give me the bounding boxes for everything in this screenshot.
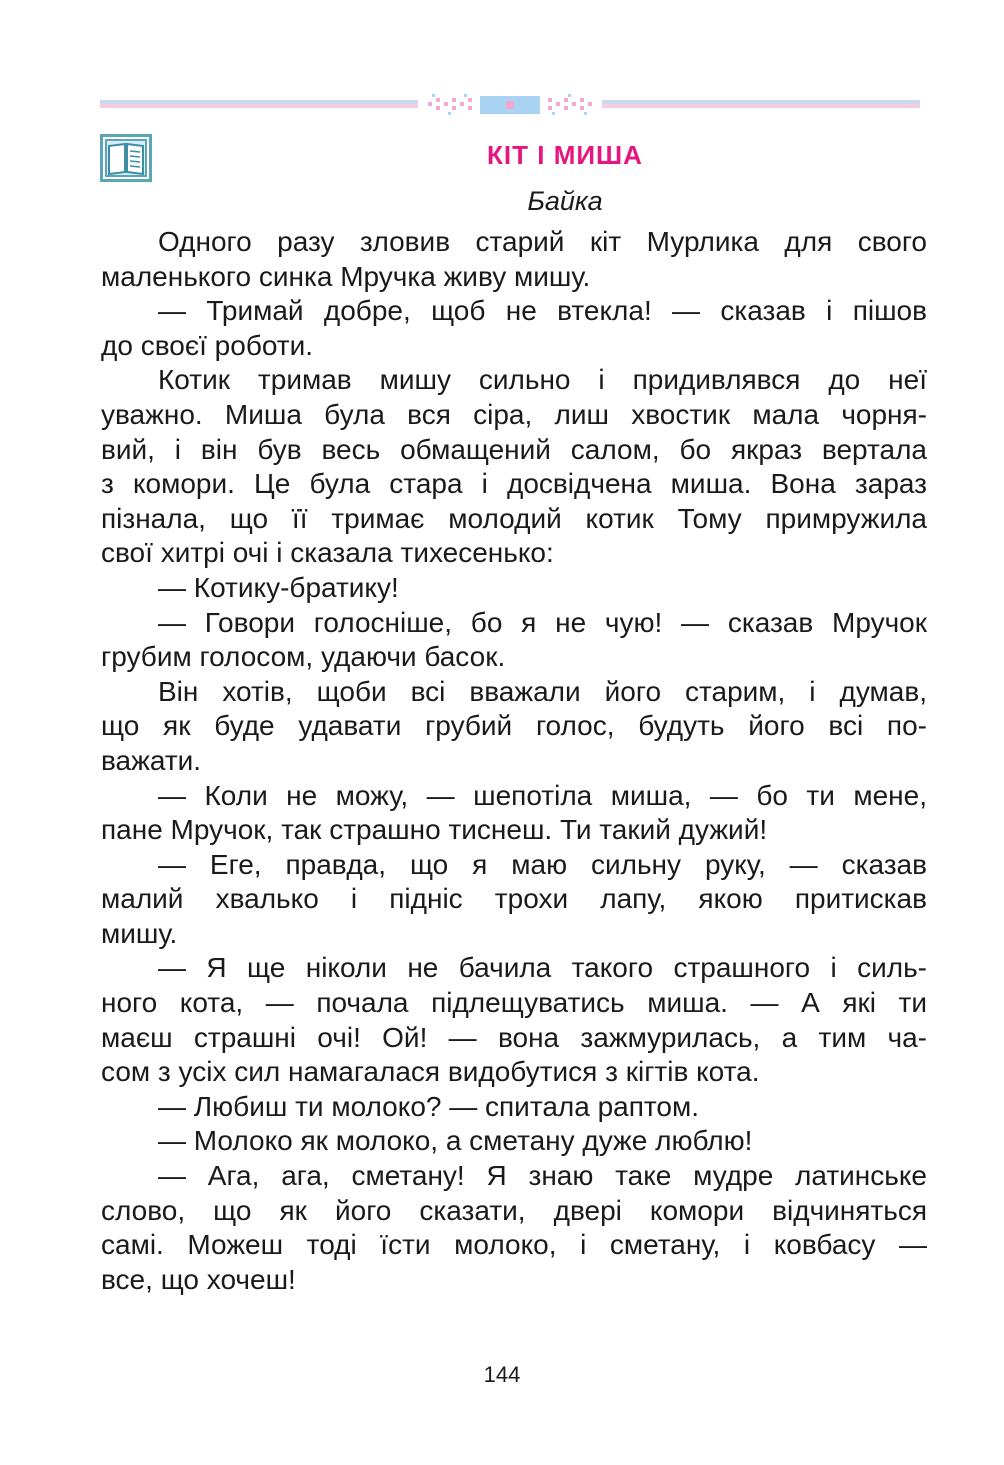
decorative-header-band [100, 92, 920, 118]
page-number: 144 [483, 1362, 521, 1387]
text-line: уважно. Миша була вся сіра, лиш хвостик мала чорня- [101, 398, 927, 430]
text-line: — Молоко як молоко, а сметану дуже люблю! [158, 1125, 753, 1157]
text-line: з комори. Це була стара і досвідчена миша. Вона зараз [101, 468, 927, 500]
text-line: слово, що як його сказати, двері комори відчиняться [101, 1194, 927, 1226]
text-line: пане Мручок, так страшно тиснеш. Ти такий дужий! [101, 814, 768, 846]
text-line: малий хвалько і підніс трохи лапу, якою притискав [101, 883, 927, 915]
story-genre-subtitle: Байка [527, 186, 603, 216]
text-line: сом з усіх сил намагалася видобутися з кігтів кота. [101, 1056, 760, 1088]
text-line: — Я ще ніколи не бачила такого страшного і силь- [158, 952, 927, 984]
text-line: Котик тримав мишу сильно і придивлявся до неї [158, 364, 927, 396]
text-line: маєш страшні очі! Ой! — вона зажмурилась, а тим ча- [101, 1021, 927, 1053]
text-line: свої хитрі очі і сказала тихесенько: [101, 537, 554, 569]
text-line: — Ага, ага, сметану! Я знаю таке мудре латинське [158, 1160, 927, 1192]
open-book-icon [100, 134, 152, 182]
text-line: — Котику-братику! [158, 571, 399, 603]
text-line: грубим голосом, удаючи басок. [101, 641, 506, 673]
text-line: важати. [101, 744, 202, 776]
text-line: — Коли не можу, — шепотіла миша, — бо ти мене, [158, 779, 927, 811]
text-line: — Говори голосніше, бо я не чую! — сказав Мручок [158, 606, 927, 638]
text-line: Він хотів, щоби всі вважали його старим, і думав, [158, 675, 927, 707]
text-line: все, що хочеш! [101, 1263, 296, 1295]
text-line: самі. Можеш тоді їсти молоко, і сметану, і ковбасу — [101, 1229, 927, 1261]
text-line: що як буде удавати грубий голос, будуть його всі по- [101, 710, 927, 742]
text-line: — Любиш ти молоко? — спитала раптом. [158, 1090, 700, 1122]
story-title: КІТ І МИША [487, 140, 643, 170]
text-line: — Еге, правда, що я маю сильну руку, — сказав [158, 848, 927, 880]
text-line: ного кота, — почала підлещуватись миша. — А які ти [101, 987, 927, 1019]
text-line: — Тримай добре, щоб не втекла! — сказав і пішов [158, 295, 927, 327]
text-line: до своєї роботи. [101, 329, 314, 361]
text-line: пізнала, що її тримає молодий котик Тому примружила [101, 502, 927, 534]
text-line: Одного разу зловив старий кіт Мурлика для свого [158, 226, 927, 257]
text-line: маленького синка Мручка живу мишу. [101, 260, 591, 292]
story-text [101, 225, 927, 1297]
ornament-border [100, 92, 920, 118]
text-line: мишу. [101, 917, 178, 949]
text-line: вий, і він був весь обмащений салом, бо якраз вертала [101, 433, 927, 465]
